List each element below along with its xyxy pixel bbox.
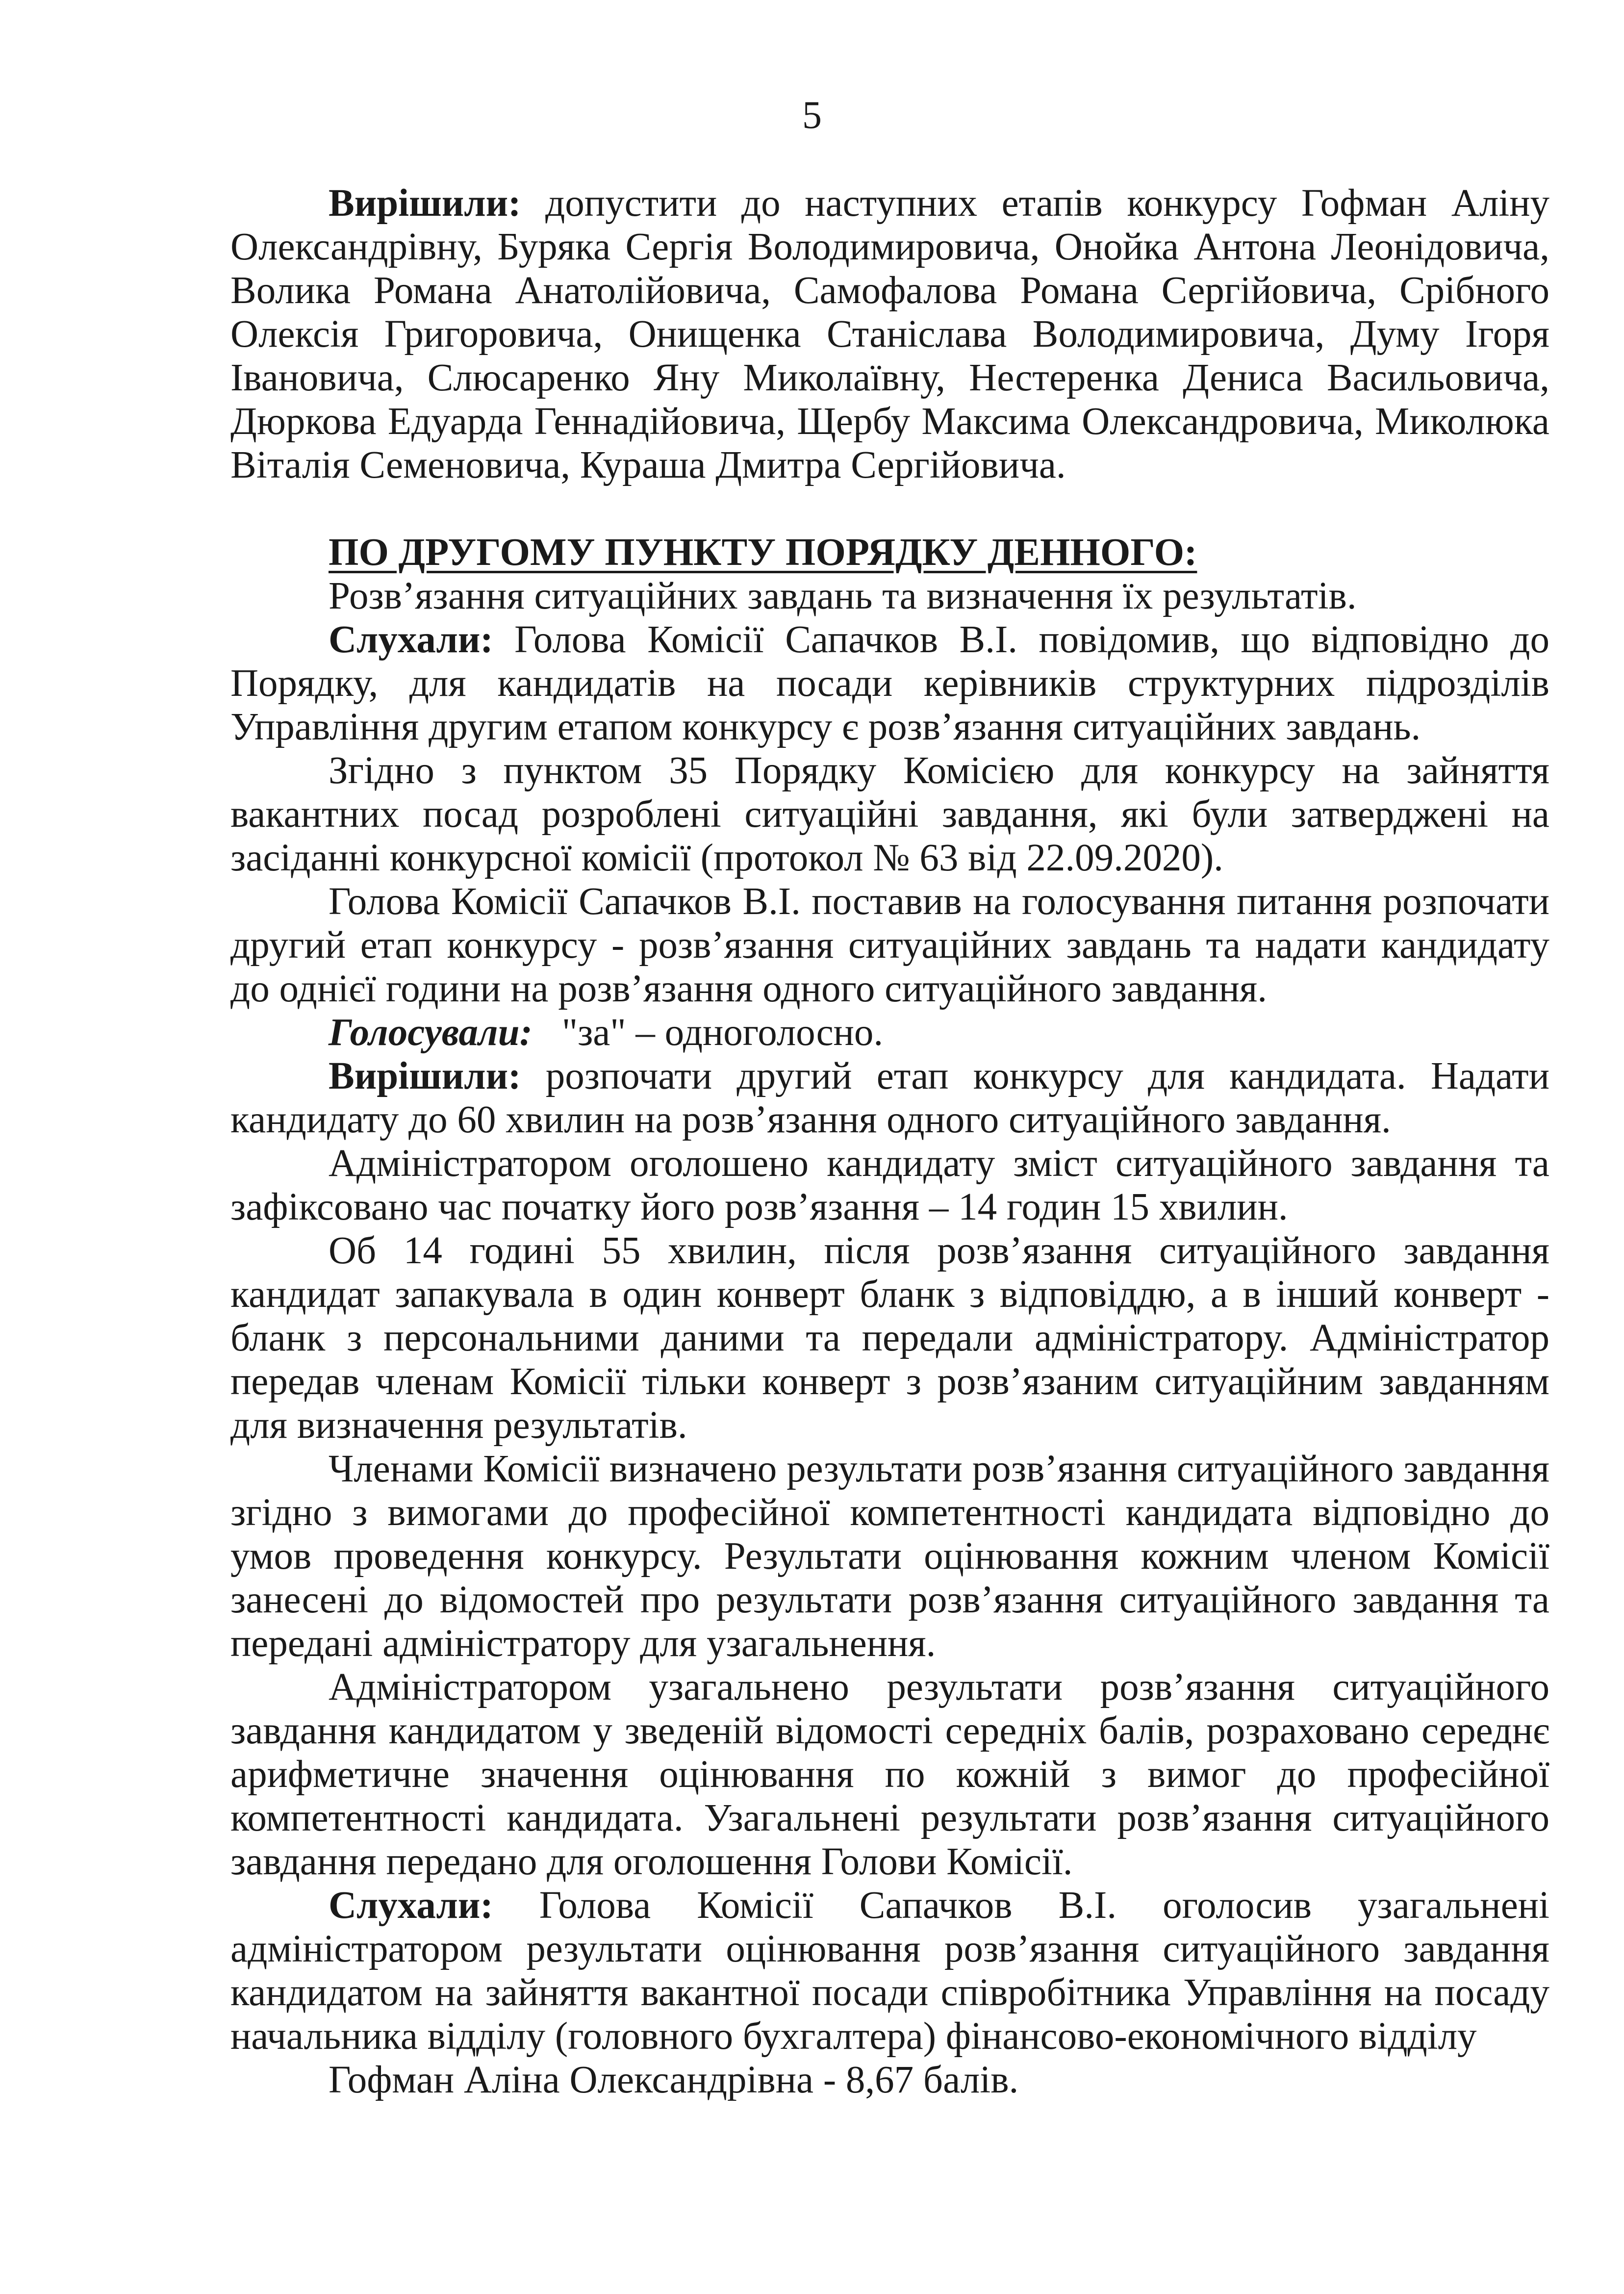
heard-label: Слухали:: [329, 618, 493, 661]
section-subtitle: Розв’язання ситуаційних завдань та визначення їх результатів.: [329, 575, 1357, 617]
decision-label: Вирішили:: [329, 182, 521, 225]
paragraph-admin-announced: Адміністратором оголошено кандидату зміст ситуаційного завдання та зафіксовано час початку його розв’язання – 14 годин 15 хвилин.: [230, 1142, 1549, 1228]
heard-text: Голова Комісії Сапачков В.І. повідомив, що відповідно до Порядку, для кандидатів на посади керівників структурних підрозділів Управління другим етапом конкурсу є розв’язання ситуаційних завдань.: [230, 618, 1549, 748]
heard-paragraph: [230, 618, 1549, 749]
decision-paragraph: [230, 181, 1549, 487]
voted-text: "за" – одноголосно.: [561, 1011, 884, 1054]
page-number: 5: [802, 94, 822, 137]
result-line: Гофман Аліна Олександрівна - 8,67 балів.: [329, 2059, 1019, 2101]
heard-paragraph-2: [230, 1884, 1549, 2058]
paragraph-time-1455: Об 14 годині 55 хвилин, після розв’язання ситуаційного завдання кандидат запакувала в один конверт бланк з відповіддю, а в інший конверт - бланк з персональними даними та передали адміністратору. Адміністратор передав членам Комісії тільки конверт з розв’язаним ситуаційним завданням для визначення результатів.: [230, 1229, 1549, 1447]
section-heading: ПО ДРУГОМУ ПУНКТУ ПОРЯДКУ ДЕННОГО:: [329, 531, 1197, 574]
decision-text-2: розпочати другий етап конкурсу для кандидата. Надати кандидату до 60 хвилин на розв’язання одного ситуаційного завдання.: [230, 1055, 1549, 1141]
voted-label: Голосували:: [329, 1011, 533, 1054]
paragraph-item-35: Згідно з пунктом 35 Порядку Комісією для конкурсу на зайняття вакантних посад розроблені ситуаційні завдання, які були затверджені на засіданні конкурсної комісії (протокол № 63 від 22.09.2020).: [230, 749, 1549, 879]
heard-text-2: Голова Комісії Сапачков В.І. оголосив узагальнені адміністратором результати оцінювання розв’язання ситуаційного завдання кандидатом на зайняття вакантної посади співробітника Управління на посаду начальника відділу (головного бухгалтера) фінансово-економічного відділу: [230, 1884, 1549, 2058]
paragraph-vote-question: Голова Комісії Сапачков В.І. поставив на голосування питання розпочати другий етап конкурсу - розв’язання ситуаційних завдань та надати кандидату до однієї години на розв’язання одного ситуаційного завдання.: [230, 880, 1549, 1010]
heard-label-2: Слухали:: [329, 1884, 493, 1927]
document-body: [230, 181, 1549, 2102]
paragraph-members-results: Членами Комісії визначено результати розв’язання ситуаційного завдання згідно з вимогами до професійної компетентності кандидата відповідно до умов проведення конкурсу. Результати оцінювання кожним членом Комісії занесені до відомостей про результати розв’язання ситуаційного завдання та передані адміністратору для узагальнення.: [230, 1448, 1549, 1665]
decision-paragraph-2: [230, 1054, 1549, 1142]
paragraph-admin-summary: Адміністратором узагальнено результати розв’язання ситуаційного завдання кандидатом у зведеній відомості середніх балів, розраховано середнє арифметичне значення оцінювання по кожній з вимог до професійної компетентності кандидата. Узагальнені результати розв’язання ситуаційного завдання передано для оголошення Голови Комісії.: [230, 1666, 1549, 1883]
decision-label-2: Вирішили:: [329, 1055, 521, 1097]
decision-text: допустити до наступних етапів конкурсу Гофман Аліну Олександрівну, Буряка Сергія Володимировича, Онойка Антона Леонідовича, Волика Романа Анатолійовича, Самофалова Романа Сергійовича, Срібного Олексія Григоровича, Онищенка Станіслава Володимировича, Думу Ігоря Івановича, Слюсаренко Яну Миколаївну, Нестеренка Дениса Васильовича, Дюркова Едуарда Геннадійовича, Щербу Максима Олександровича, Миколюка Віталія Семеновича, Кураша Дмитра Сергійовича.: [230, 182, 1549, 486]
voted-paragraph: [230, 1011, 1549, 1054]
